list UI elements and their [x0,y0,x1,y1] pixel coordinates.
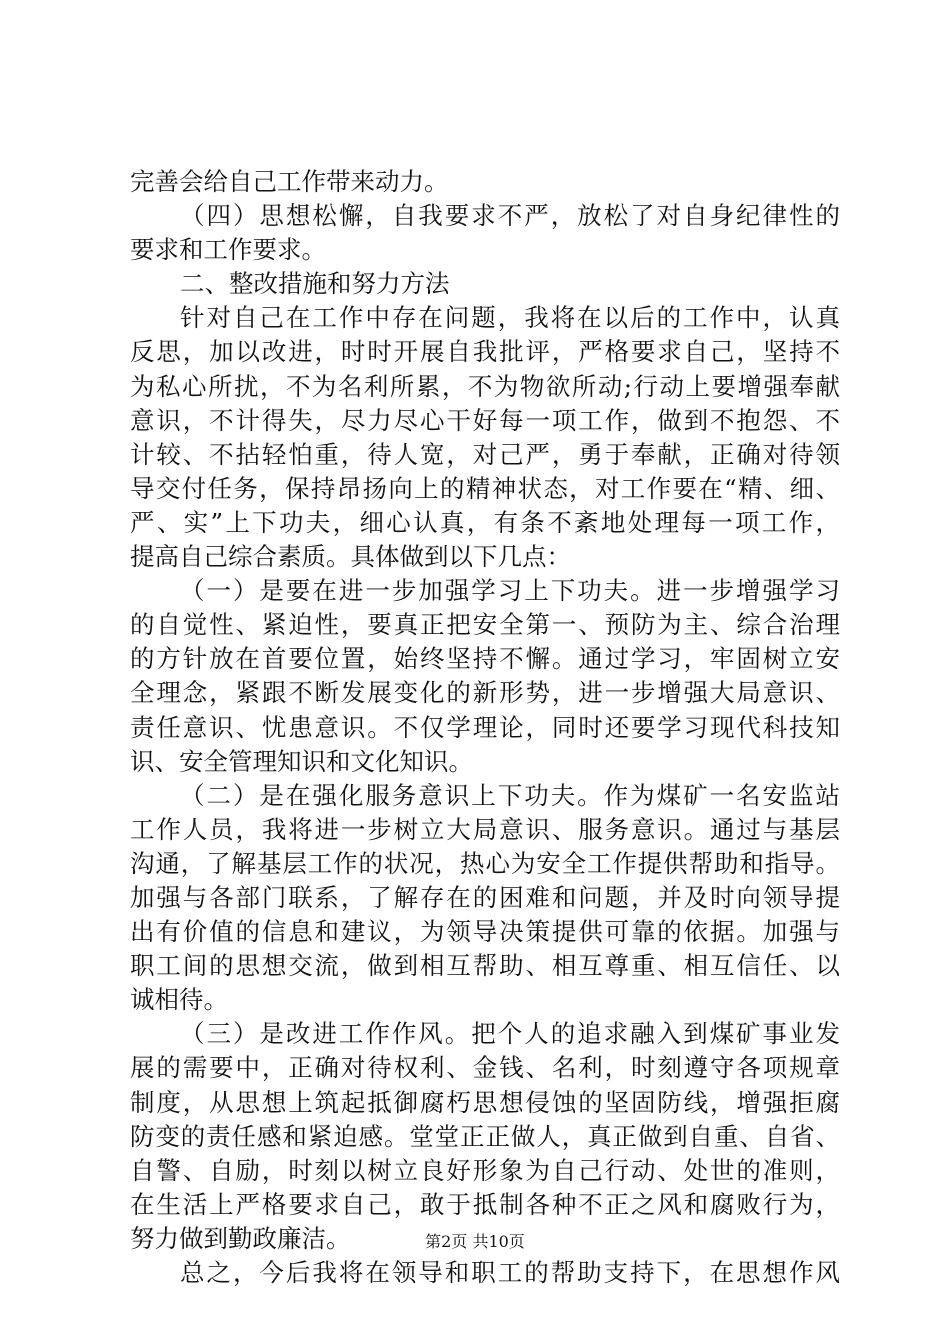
text-line: 针对自己在工作中存在问题，我将在以后的工作中，认真 [180,303,840,333]
text-line: 为私心所扰，不为名利所累，不为物欲所动;行动上要增强奉献 [130,371,840,401]
page-number-footer: 第2页 共10页 [425,1232,525,1251]
text-line: 工作人员，我将进一步树立大局意识、服务意识。通过与基层 [130,814,840,844]
text-line: 反思，加以改进，时时开展自我批评，严格要求自己，坚持不 [130,337,840,367]
text-line: （一）是要在进一步加强学习上下功夫。进一步增强学习 [180,576,840,606]
text-line: 努力做到勤政廉洁。 [130,1223,351,1253]
text-line: 的方针放在首要位置，始终坚持不懈。通过学习，牢固树立安 [130,644,840,674]
text-line: 防变的责任感和紧迫感。堂堂正正做人，真正做到自重、自省、 [130,1121,840,1151]
text-line: 展的需要中，正确对待权利、金钱、名利，时刻遵守各项规章 [130,1053,840,1083]
text-line: 沟通，了解基层工作的状况，热心为安全工作提供帮助和指导。 [130,848,840,878]
text-line: 提高自己综合素质。具体做到以下几点： [130,542,571,572]
text-line: （二）是在强化服务意识上下功夫。作为煤矿一名安监站 [180,780,840,810]
text-line: 制度，从思想上筑起抵御腐朽思想侵蚀的坚固防线，增强拒腐 [130,1087,840,1117]
text-line: 要求和工作要求。 [130,235,326,265]
text-line: 严、实”上下功夫，细心认真，有条不紊地处理每一项工作， [130,507,840,537]
text-line: 出有价值的信息和建议，为领导决策提供可靠的依据。加强与 [130,917,840,947]
text-line: 的自觉性、紧迫性，要真正把安全第一、预防为主、综合治理 [130,610,840,640]
text-line: 全理念，紧跟不断发展变化的新形势，进一步增强大局意识、 [130,678,840,708]
text-line: （四）思想松懈，自我要求不严，放松了对自身纪律性的 [180,201,840,231]
text-line: 识、安全管理知识和文化知识。 [130,746,473,776]
text-line: 加强与各部门联系，了解存在的困难和问题，并及时向领导提 [130,882,840,912]
text-line: 完善会给自己工作带来动力。 [130,167,449,196]
text-line: 计较、不拈轻怕重，待人宽，对己严，勇于奉献，正确对待领 [130,439,840,469]
text-line: 总之，今后我将在领导和职工的帮助支持下，在思想作风 [180,1258,840,1287]
section-heading: 二、整改措施和努力方法 [180,269,450,299]
text-line: 职工间的思想交流，做到相互帮助、相互尊重、相互信任、以 [130,951,840,981]
text-line: （三）是改进工作作风。把个人的追求融入到煤矿事业发 [180,1019,840,1049]
text-line: 导交付任务，保持昂扬向上的精神状态，对工作要在“精、细、 [130,473,840,503]
text-line: 责任意识、忧患意识。不仅学理论，同时还要学习现代科技知 [130,712,840,742]
text-line: 自警、自励，时刻以树立良好形象为自己行动、处世的准则， [130,1155,840,1185]
text-line: 在生活上严格要求自己，敢于抵制各种不正之风和腐败行为， [130,1189,840,1219]
text-line: 诚相待。 [130,985,228,1015]
document-body [130,165,840,1290]
text-line: 意识，不计得失，尽力尽心干好每一项工作，做到不抱怨、不 [130,405,840,435]
